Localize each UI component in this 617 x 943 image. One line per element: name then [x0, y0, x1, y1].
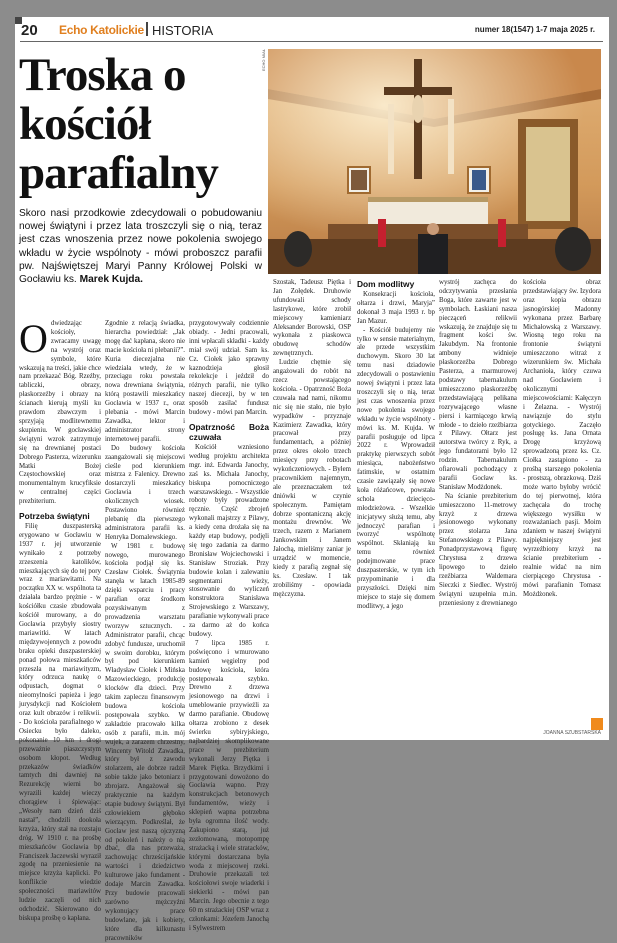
newspaper-page: [15, 17, 609, 942]
paragraph: 7 lipca 1985 r. poświęcono i wmurowano kamień węgielny pod budowę kościoła, która postępowała szybko. Drewno z drzewa jesionowego na drzwi i umeblowanie przywieźli za darmo parafianie. Obudowę ołtarza zrobiono z desek świerku sybiryjskiego, najbardziej skomplikowane prace w prezbiterium wykonali Jerzy Piętka i Marek Piętka. Brzydkimi i przygotowani dowożono do Gocławia wapno. Przy konstrukcjach betonowych fundamentów, wieży i sklepień wapna potrzebna była ogromna ilość wody. Zakupiono starą, już zezłomowaną, motopompę strażacką i wiele stratacków, którymi dostarczana była woda z miejscowej rzeki. Druhowie przekazali też kościołowi swoje wiaderki i siekierki - mówi pan Marcin. Jego obecnie z tego 60 m strażackiej OSP wraz z członkami: Józefem Janochą i Sylwestrem: [189, 639, 269, 932]
paragraph: [19, 316, 101, 507]
issue-info: numer 18(1547) 1-7 maja 2025 r.: [474, 25, 595, 34]
article-lead: [19, 207, 262, 286]
church-interior-illustration: [268, 49, 601, 274]
subheading-potrzeba: Potrzeba świątyni: [19, 511, 90, 522]
text-column-2: [105, 320, 185, 942]
subheading-opatrznosc: Opatrzność Boża czuwała: [189, 421, 269, 442]
paragraph: Filię duszpasterską erygowano w Gocławiu w 1937 r. jej utworzenie wynikało z potrzeby zrzeszenia katolików, mieszkających się do tej pory wraz z mariawitami. Na początku XX w. wspólnota ta działała bardzo prężnie - w kościółku czasie zbudowała kościół murowany, a do Gocławia przybyły siostry mariawitki. W latach międzywojennych z powodu braku opieki duszpasterskiej ponad połowa mieszkańców przeszła na mariawityzm, który odrzuca naukę o odpustach, dogmat o nieomylności papieża i jego jurysdykcji nad Kościołem oraz kult obrazów i relikwii. - Do kościoła parafialnego w Osiecku było daleko, pokonanie 10 km i drogi przeważnie piaszczystym osobom kłopot. Według przekazów świadków tamtych dni dawniej na Rezurekcję wierni bo wyrazili każdej wieczy chorągiew i śpiewając: „Wesoły nam dzień dziś nastał”, chodzili dookoła krzyża, który stał na rozstaju dróg. W 1910 r. na prośbę mieszkańców Gocławia bp Franciszek Jaczewski wyraził zgodę na przeniesienie na miejsce krzyża kaplicki. Po konflikcie wiedzie społeczności mariawitów ludzie zaczęli od nich odchodzić. Skierowano do biskupa prośbę o kapłana.: [19, 523, 101, 922]
paragraph: Do budowy kościoła zaangażowali się miejscowi cieśle pod kierunkiem mistrza z Falenicy. Drewno dostarczyli mieszkańcy Gocławia i trzech okolicznych wiosek. Postawiono również plebanię dla pierwszego administratora parafii ks. Henryka Domalewskiego.: [105, 444, 185, 541]
paragraph: Szostak, Tadeusz Piętka i Jan Zołędek. Druhowie ufundowali schody lastrykowe, które zrobił miejscowy kamieniarz Aleksander Borowski, OSP wykonała z piaskowca obudowę schodów zewnętrznych.: [273, 279, 351, 358]
paragraph: Konsekracji kościoła, ołtarza i drzwi, Maryja” dokonał 3 maja 1993 r. bp Jan Mazur.: [357, 291, 435, 325]
paragraph-text: dwiedzając kościoły, zwracamy uwagę na wystrój oraz symbole, które wskazują na treści, jakie chce nam przekazać Bóg. Rzeźby, tabliczki, obrazy, płaskorzeźby i obrazy na ścianach kierują myśli ku prawdom zbawczym i sprzyjają modlitewnemu skupieniu. W gocławskiej świątyni wzrok zatrzymuje się na drewnianej postaci Dobrego Pasterza, wizerunku Matki Bożej Częstochowskiej oraz monumentalnym krucyfiksie w centralnej części prezbiterium.: [19, 320, 101, 506]
section-name: HISTORIA: [152, 23, 214, 38]
photo-vertical-label: ECHO MIAŁ: [261, 49, 266, 72]
footer-mark: [591, 718, 603, 730]
page-number: 20: [21, 22, 38, 39]
paragraph: Ludzie chętnie się angażowali do robót na rzecz powstającego kościoła. - Opatrzność Boża czuwała nad nami, nikomu nic się nie stało, nie było wypadków - przyznaje Kazimierz Zawadka, który pracował przy fundamentach, a później przez okres około trzech miesięcy przy robotach wykończeniowych. - Byłem pracownikiem najemnym, ale przeznaczałem też dniówki w czynie społecznym. Pamiętam dobrze spontaniczną akcję montażu drewnów. We trzech, razem z Marianem Jankowskim i Janem Jałochą, mieliśmy zaniar je urządzić w momencie, kiedy z parafią zegnał się ks. Czesław. I tak zrobiliśmy - opowiada mężczyzna.: [273, 359, 351, 598]
paragraph: - Kościół budujemy nie tylko w sensie materialnym, ale przede wszystkim duchowym. Skoro 30 lat temu nasi dziadowie zdecydowali o postawieniu nowej świątyni i przez lata troszczyli się o nią, teraz jest czas wnoszenia przez nowe pokolenia swojego wkładu w życie wspólnoty - mówi ks. M. Kujda. W parafii posługuje od lipca 2022 r. Wprowadził praktykę pierwszych sobót miesiąca, nabożeństwo fatimskie, w ostatnim czasie zawiązały się nowe koła różańcowe, powstała schola dziecięco-młodzieżowa. - Wszelkie inicjatywy służą temu, aby jednoczyć parafian i tworzyć wspólnotę wspólnot. Skłaniają ku temu również podejmowane prace duszpasterskie, w tym ich przypominanie i dla przyszłości. Dzięki nim miejsce to staje się domem modlitwy, a jego: [357, 326, 435, 610]
lead-text: Skoro nasi przodkowie zdecydowali o pobudowaniu nowej świątyni i przez lata troszczyli się o nią, teraz jest czas wnoszenia przez nowe pokolenia swojego wkładu w życie wspólnoty - mówi proboszcz parafii pw. Najświętszej Maryi Panny Królowej Polski w Gocławiu ks.: [19, 208, 262, 286]
subheading-dom: Dom modlitwy: [357, 279, 415, 289]
photo-credit: JOANNA SZUBSTARSKA: [543, 730, 601, 736]
text-column-1: [19, 316, 101, 922]
page-header: [15, 17, 609, 41]
header-rule: [20, 41, 603, 42]
church-interior-photo: [268, 49, 601, 274]
text-column-3: [189, 320, 269, 932]
paragraph: Zgodnie z relacją świadka, hierarcha powiedział: „Jak mogę dać kapłana, skoro nie macie kościoła ni plebanii?”. Kuria diecezjalna nie wiedziała wtedy, że w przeciągu roku powstała nowa drewniana świątynia, którą postawili mieszkańcy Gocławia w 1937 r., oraz plebania - mówi Marcin Zawadka, lektor i administrator strony internetowej parafii.: [105, 320, 185, 443]
text-column-5: [439, 279, 601, 738]
paragraph: W 1981 r. budowę nowego, murowanego kościoła podjął się ks. Czesław Ciołek. Świątynia stanęła w latach 1985-89 dzięki wsparciu i pracy parafian oraz środkom pozyskiwanym z prowadzenia warsztatu tworzyw sztucznych. - Administrator parafii, chcąc zdobyć fundusze, uruchomił w swoim dorobku, którym był pod kierunkiem Władysław Ciołek i Mińska Mazowieckiego, produkcję klocków dla dzieci. Przy takim zapleczu finansowym budowa kościoła postępowała szybko. W zakładzie pracowało kilka osób z parafii, m.in. mój wujek, a zarazem chrzestny, Wincenty Witold Zawadka, który był z zawodu stolarzem, ale dobrze radził sobie także jako betoniarz i zbrojarz. Angażował się praktycznie na każdym etapie budowy świątyni. Był człowiekiem głęboko wierzącym. Podkreślał, że Gocław jest naszą ojczyzną od pokoleń i należy o nią dbać, dla nas przeważa, zachowując chrześcijańskie wartości i dziedzictwo kulturowe jako fundament - dodaje Marcin Zawadka. Przy budowie pracowali zarówno mężczyźni wykonujący prace budowlane, jak i kobiety, które dla kilkunastu pracowników: [105, 542, 185, 942]
paragraph: Na ścianie prezbiterium umieszczono 11-metrowy krzyż z drzewa jesionowego wykonany przez stolarza Jana Stefanowskiego z Pilawy. Ponadprzystawową figurę Chrystusa z drzewa lipowego to dzieło rzeźbiarza Waldemara Sieczki z Siedlec. Wystrój świątyni uzupełnia m.in. przeniesiony z drewnianego kościoła obraz przedstawiający św. Izydora oraz kopia obrazu jasnogórskiej Madonny wykonana przez Barbarę Michałowską z Warszawy. Wiosną tego roku na frontonie świątyni umieszczono witraż z wizerunkiem św. Michała Archanioła, który czuwa nad Gocławiem i okolicznymi miejscowościami: Kałęczyn i Żelazna. - Wystrój nawiązuje do stylu gotyckiego. Zaczęło posługę ks. Jana Ornata Drogę krzyżową sprowadzoną przez ks. Cz. Ciołka zastąpiono - za prośbą starszego pokolenia - prostszą, obrazkową. Dziś może warto byłoby wrócić do tej pierwotnej, która zachęcała do trochę większego wysiłku w rozważaniach pasji. Moim zdaniem w naszej świątyni najpiękniejszy jest wyrzeźbiony krzyż na ścianie prezbiterium - realnie widać na nim cierpiącego Chrystusa - mówi parafianin Tomasz Możdżonek.: [439, 279, 601, 607]
drop-cap: O: [19, 316, 48, 361]
lead-byline: Marek Kujda.: [79, 274, 144, 286]
paragraph: Kościół wzniesiono według projektu architekta mgr. inż. Edwarda Janochy, zaś ks. Michała Janochy, biskupa pomocniczego warszawskiego. - Wszystkie roboty były prowadzone ręcznie. Część zbrojeń wykonali majstrzy z Pilawy, a kiedy cena drożała się na każdy etap budowy, podjęli się tego zadania za darmo Bronisław Wojciechowski i Stanisław Stroziak. Przy budowie kolan i zalewaniu segmentami wieży, stosowanie do wyliczeń konstruktora Stanisława Strojewskiego z Warszawy, parafianie wykonywali prace za darmo aż do końca budowy.: [189, 443, 269, 638]
article-title: Troska o kościół parafialny: [19, 49, 218, 199]
paragraph: przygotowywały codziennie obiady. - Jedni pracowali, inni wpłacali składki - każdy miał swój udział. Sam ks. Cz. Ciołek jako sprawny kaznodzieja głosił rekolekcje i jeździł do różnych parafii, nie tylko naszej diecezji, by w ten sposób zasilać fundusz budowy - mówi pan Marcin.: [189, 320, 269, 417]
header-separator: [146, 22, 148, 36]
text-column-4: [273, 279, 435, 738]
publication-name: Echo Katolickie: [59, 23, 144, 37]
paragraph: wystrój zachęca do odczytywania przesłania Boga, które zawarte jest w symbolach. Łaskiani nasza piecząceń relikwii wskazują, że znajduje się tu fragment kości św. Jakubdym. Na frontonie ambony widnieje płaskorzeźba Dobrego Pasterza, a marmurowej podstawy tabernakulum umieszczono płaskorzeźbę przedstawiającą pelikana rozrywającego własne piersi i karmiącego krwią młode - to dzieło rzeźbiarza z Pilawy. Ołtarz jest autorstwa twórcy z Ryk, a jego fundatorami było 12 rodzin. Tabernakulum ofiarowali pochodzący z parafii Gocław ks. Stanisław Modżdonek.: [439, 279, 517, 491]
